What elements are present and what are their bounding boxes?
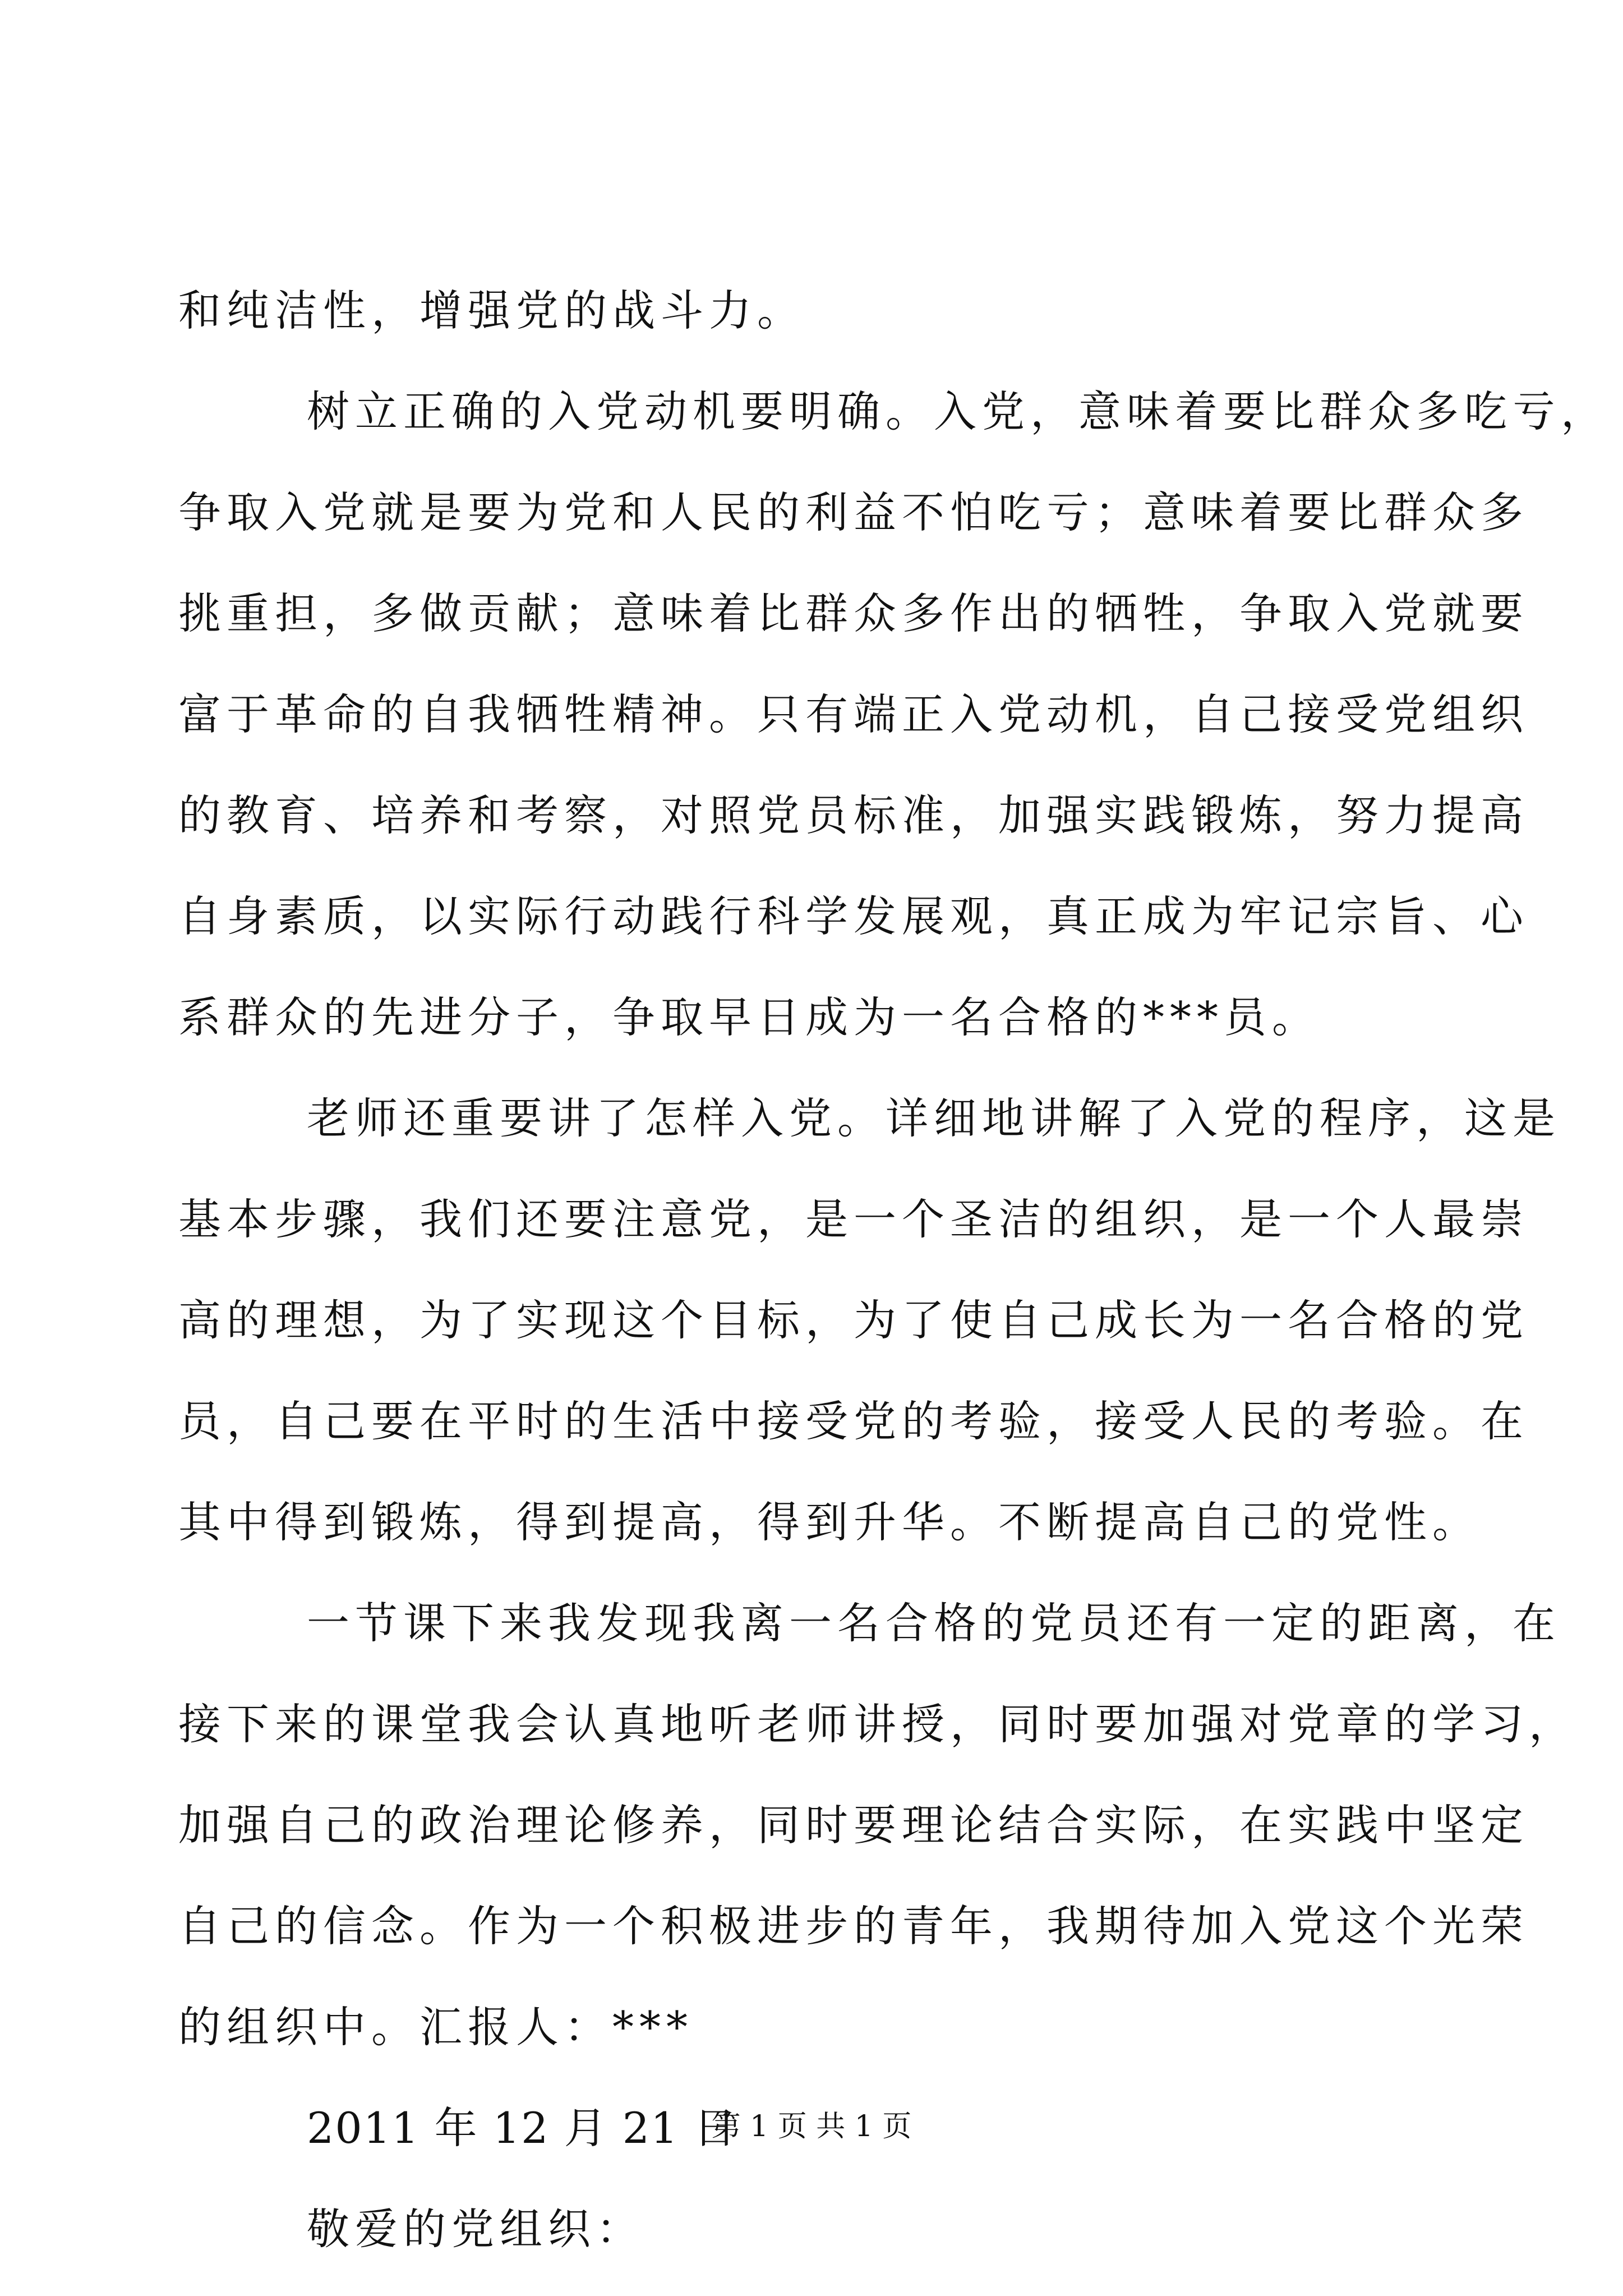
text-line: 自己的信念。作为一个积极进步的青年，我期待加入党这个光荣 xyxy=(178,1901,1529,1951)
text-line: 挑重担，多做贡献；意味着比群众多作出的牺牲，争取入党就要 xyxy=(178,588,1529,638)
text-line: 其中得到锻炼，得到提高，得到升华。不断提高自己的党性。 xyxy=(178,1497,1481,1547)
text-line: 争取入党就是要为党和人民的利益不怕吃亏；意味着要比群众多 xyxy=(178,487,1529,537)
text-line: 的组织中。汇报人：*** xyxy=(178,2002,693,2052)
text-line: 树立正确的入党动机要明确。入党，意味着要比群众多吃亏， xyxy=(307,386,1609,436)
text-line: 自身素质，以实际行动践行科学发展观，真正成为牢记宗旨、心 xyxy=(178,891,1529,941)
page-footer: 第 1 页 共 1 页 xyxy=(711,2110,912,2143)
text-line: 老师还重要讲了怎样入党。详细地讲解了入党的程序，这是 xyxy=(307,1093,1561,1143)
text-line: 接下来的课堂我会认真地听老师讲授，同时要加强对党章的学习， xyxy=(178,1699,1577,1749)
salutation: 敬爱的党组织： xyxy=(307,2204,644,2254)
text-line: 加强自己的政治理论修养，同时要理论结合实际，在实践中坚定 xyxy=(178,1800,1529,1850)
text-line: 系群众的先进分子，争取早日成为一名合格的***员。 xyxy=(178,992,1320,1042)
text-line: 基本步骤，我们还要注意党，是一个圣洁的组织，是一个人最崇 xyxy=(178,1194,1529,1244)
date-line: 2011 年 12 月 21 日 xyxy=(307,2103,737,2153)
text-line: 高的理想，为了实现这个目标，为了使自己成长为一名合格的党 xyxy=(178,1295,1529,1345)
text-line: 和纯洁性，增强党的战斗力。 xyxy=(178,286,805,335)
text-line: 一节课下来我发现我离一名合格的党员还有一定的距离，在 xyxy=(307,1598,1561,1648)
text-line: 员，自己要在平时的生活中接受党的考验，接受人民的考验。在 xyxy=(178,1396,1529,1446)
text-line: 的教育、培养和考察，对照党员标准，加强实践锻炼，努力提高 xyxy=(178,790,1529,840)
text-line: 富于革命的自我牺牲精神。只有端正入党动机，自己接受党组织 xyxy=(178,689,1529,739)
